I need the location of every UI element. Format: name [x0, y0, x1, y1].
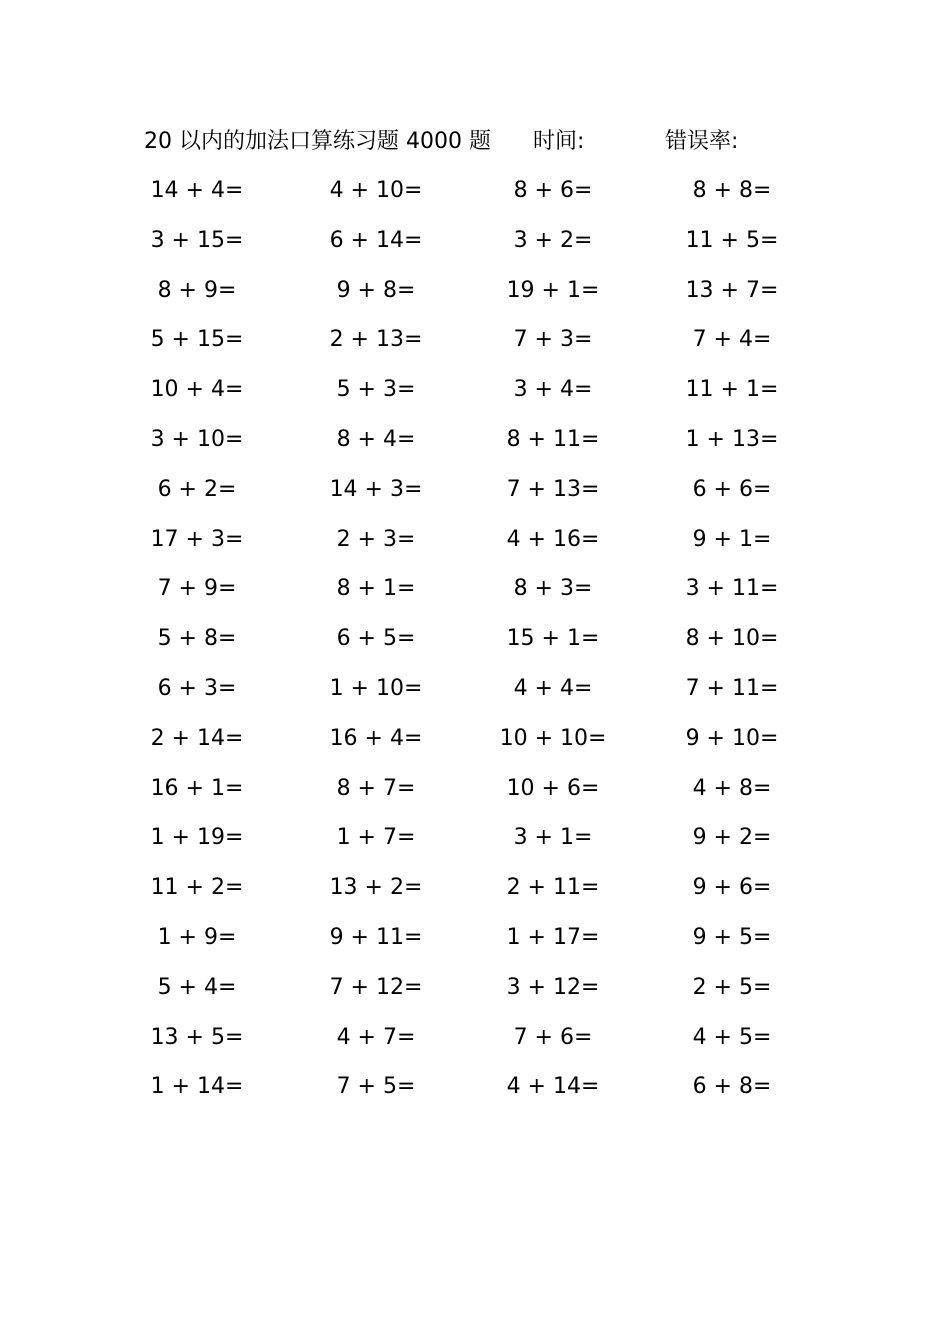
problem-item: 4 + 10= — [329, 178, 423, 203]
problem-item: 17 + 3= — [150, 526, 244, 552]
problem-item: 11 + 2= — [150, 875, 244, 901]
problem-item: 3 + 10= — [150, 426, 244, 452]
problem-item: 4 + 14= — [506, 1074, 600, 1100]
problem-item: 9 + 8= — [336, 277, 416, 303]
problem-item: 4 + 4= — [513, 675, 593, 701]
problem-item: 2 + 3= — [336, 526, 416, 552]
problem-row — [0, 921, 950, 971]
problem-item: 7 + 11= — [685, 675, 779, 701]
problem-row — [0, 523, 950, 573]
problem-item: 6 + 14= — [329, 227, 423, 253]
problem-item: 1 + 13= — [685, 426, 779, 452]
problem-item: 15 + 1= — [506, 626, 600, 652]
problem-row — [0, 174, 950, 224]
problem-row — [0, 871, 950, 921]
problem-item: 13 + 5= — [150, 1024, 244, 1050]
problem-item: 9 + 10= — [685, 725, 779, 751]
problem-item: 13 + 2= — [329, 875, 423, 901]
problem-item: 8 + 11= — [506, 426, 600, 452]
problem-item: 10 + 10= — [499, 725, 607, 751]
problem-item: 13 + 7= — [685, 277, 779, 303]
problem-item: 19 + 1= — [506, 277, 600, 303]
problem-item: 5 + 4= — [157, 974, 237, 1000]
problem-item: 1 + 14= — [150, 1074, 244, 1100]
time-label: 时间: — [533, 129, 585, 154]
problem-item: 6 + 6= — [692, 476, 772, 502]
problem-item: 6 + 5= — [336, 626, 416, 652]
problem-item: 14 + 4= — [150, 178, 244, 203]
problem-item: 9 + 5= — [692, 924, 772, 950]
worksheet-header — [0, 126, 950, 158]
problem-item: 7 + 13= — [506, 476, 600, 502]
problem-item: 3 + 4= — [513, 377, 593, 403]
problem-item: 16 + 1= — [150, 775, 244, 801]
problem-item: 7 + 6= — [513, 1024, 593, 1050]
problem-item: 1 + 19= — [150, 825, 244, 851]
problem-item: 2 + 13= — [329, 327, 423, 353]
problem-item: 2 + 5= — [692, 974, 772, 1000]
problem-item: 10 + 4= — [150, 377, 244, 403]
problem-row — [0, 622, 950, 672]
problem-item: 9 + 6= — [692, 875, 772, 901]
problem-item: 10 + 6= — [506, 775, 600, 801]
problem-item: 8 + 4= — [336, 426, 416, 452]
problem-item: 7 + 12= — [329, 974, 423, 1000]
problem-item: 3 + 1= — [513, 825, 593, 851]
problem-row — [0, 1021, 950, 1071]
problem-item: 6 + 8= — [692, 1074, 772, 1100]
problem-item: 1 + 17= — [506, 924, 600, 950]
problem-row — [0, 323, 950, 373]
problem-item: 8 + 9= — [157, 277, 237, 303]
problem-item: 7 + 4= — [692, 327, 772, 353]
problem-item: 3 + 12= — [506, 974, 600, 1000]
problem-item: 8 + 7= — [336, 775, 416, 801]
problem-item: 8 + 6= — [513, 178, 593, 203]
problem-row — [0, 423, 950, 473]
problem-row — [0, 722, 950, 772]
problem-row — [0, 373, 950, 423]
problem-item: 9 + 11= — [329, 924, 423, 950]
problem-item: 7 + 9= — [157, 576, 237, 602]
problem-item: 6 + 2= — [157, 476, 237, 502]
problem-row — [0, 274, 950, 324]
problem-item: 1 + 7= — [336, 825, 416, 851]
problem-item: 5 + 8= — [157, 626, 237, 652]
problem-row — [0, 772, 950, 822]
error-rate-label: 错误率: — [665, 129, 739, 154]
problem-item: 7 + 5= — [336, 1074, 416, 1100]
problem-item: 11 + 1= — [685, 377, 779, 403]
problem-row — [0, 971, 950, 1021]
problem-item: 2 + 11= — [506, 875, 600, 901]
problem-item: 4 + 7= — [336, 1024, 416, 1050]
problem-item: 5 + 3= — [336, 377, 416, 403]
problem-row — [0, 672, 950, 722]
problem-item: 6 + 3= — [157, 675, 237, 701]
problem-item: 4 + 16= — [506, 526, 600, 552]
problem-row — [0, 473, 950, 523]
problem-item: 2 + 14= — [150, 725, 244, 751]
problem-item: 1 + 10= — [329, 675, 423, 701]
problem-item: 3 + 15= — [150, 227, 244, 253]
problem-row — [0, 1070, 950, 1120]
problem-item: 8 + 3= — [513, 576, 593, 602]
worksheet-title: 20 以内的加法口算练习题 4000 题 — [144, 129, 491, 154]
problem-item: 14 + 3= — [329, 476, 423, 502]
problem-item: 9 + 1= — [692, 526, 772, 552]
problem-row — [0, 821, 950, 871]
problem-item: 1 + 9= — [157, 924, 237, 950]
problem-item: 3 + 2= — [513, 227, 593, 253]
problem-item: 16 + 4= — [329, 725, 423, 751]
problem-grid — [0, 174, 950, 1120]
problem-item: 9 + 2= — [692, 825, 772, 851]
problem-item: 5 + 15= — [150, 327, 244, 353]
problem-row — [0, 224, 950, 274]
problem-item: 4 + 5= — [692, 1024, 772, 1050]
problem-item: 3 + 11= — [685, 576, 779, 602]
problem-item: 11 + 5= — [685, 227, 779, 253]
problem-row — [0, 572, 950, 622]
problem-item: 4 + 8= — [692, 775, 772, 801]
problem-item: 8 + 10= — [685, 626, 779, 652]
problem-item: 8 + 1= — [336, 576, 416, 602]
problem-item: 7 + 3= — [513, 327, 593, 353]
problem-item: 8 + 8= — [692, 178, 772, 203]
